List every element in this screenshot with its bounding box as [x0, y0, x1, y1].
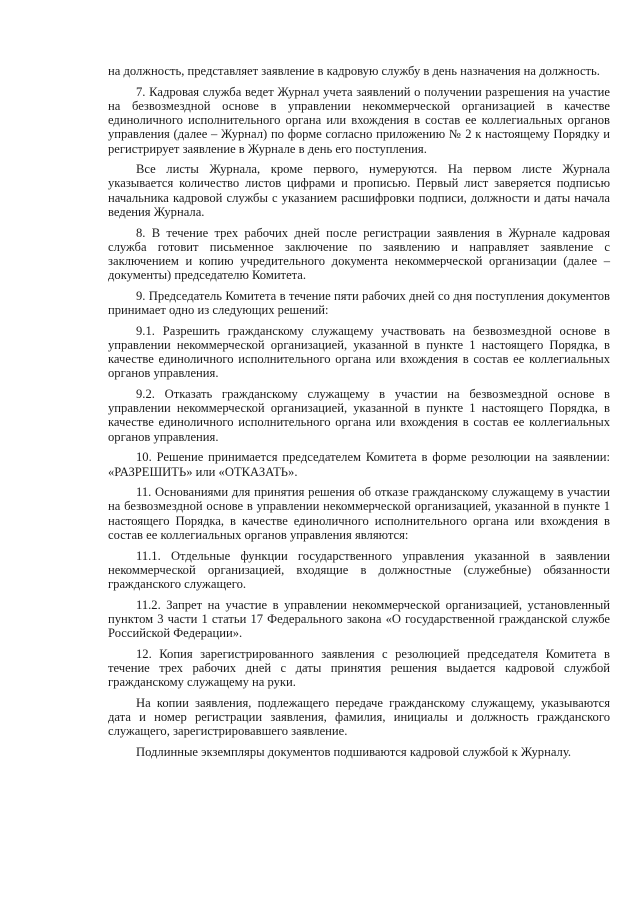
paragraph-10: 10. Решение принимается председателем Комитета в форме резолюции на заявлении: «РАЗРЕШИТЬ» или «ОТКАЗАТЬ». [108, 450, 610, 479]
document-body [108, 64, 610, 766]
paragraph-journal-sheets: Все листы Журнала, кроме первого, нумеруются. На первом листе Журнала указывается количество листов цифрами и прописью. Первый лист заверяется подписью начальника кадровой службы с указанием расшифровки подписи, должности и даты начала ведения Журнала. [108, 162, 610, 219]
paragraph-8: 8. В течение трех рабочих дней после регистрации заявления в Журнале кадровая служба готовит письменное заключение по заявлению и направляет заявление с заключением и копию учредительного документа некоммерческой организации (далее – документы) председателю Комитета. [108, 225, 610, 283]
paragraph-12: 12. Копия зарегистрированного заявления с резолюцией председателя Комитета в течение трех рабочих дней с даты принятия решения выдается кадровой службой гражданскому служащему на руки. [108, 646, 610, 690]
paragraph-continuation: на должность, представляет заявление в кадровую службу в день назначения на должность. [108, 64, 600, 78]
paragraph-7: 7. Кадровая служба ведет Журнал учета заявлений о получении разрешения на участие на безвозмездной основе в управлении некоммерческой организацией в качестве единоличного исполнительного органа или вхождения в состав ее коллегиальных органов управления (далее – Журнал) по форме согласно приложению № 2 к настоящему Порядку и регистрирует заявление в Журнале в день его поступления. [108, 84, 610, 156]
paragraph-9: 9. Председатель Комитета в течение пяти рабочих дней со дня поступления документов принимает одно из следующих решений: [108, 288, 610, 318]
paragraph-11: 11. Основаниями для принятия решения об отказе гражданскому служащему в участии на безвозмездной основе в управлении некоммерческой организацией, указанной в пункте 1 настоящего Порядка, в качестве единоличного исполнительного органа или вхождения в состав ее коллегиальных органов управления являются: [108, 485, 610, 542]
paragraph-9-2: 9.2. Отказать гражданскому служащему в участии на безвозмездной основе в управлении некоммерческой организацией, указанной в пункте 1 настоящего Порядка, в качестве единоличного исполнительного органа или вхождения в состав ее коллегиальных органов управления. [108, 387, 610, 444]
paragraph-11-1: 11.1. Отдельные функции государственного управления указанной в заявлении некоммерческой организацией, входящие в должностные (служебные) обязанности гражданского служащего. [108, 548, 610, 591]
paragraph-11-2: 11.2. Запрет на участие в управлении некоммерческой организацией, установленный пунктом 3 части 1 статьи 17 Федерального закона «О государственной гражданской службе Российской Федерации». [108, 597, 610, 641]
paragraph-originals-filed: Подлинные экземпляры документов подшиваются кадровой службой к Журналу. [136, 745, 572, 760]
paragraph-copy-registration: На копии заявления, подлежащего передаче гражданскому служащему, указываются дата и номер регистрации заявления, фамилия, инициалы и должность гражданского служащего, зарегистрировавшего заявление. [108, 695, 610, 739]
paragraph-9-1: 9.1. Разрешить гражданскому служащему участвовать на безвозмездной основе в управлении некоммерческой организацией, указанной в пункте 1 настоящего Порядка, в качестве единоличного исполнительного органа или вхождения в состав ее коллегиальных органов управления. [108, 323, 610, 381]
